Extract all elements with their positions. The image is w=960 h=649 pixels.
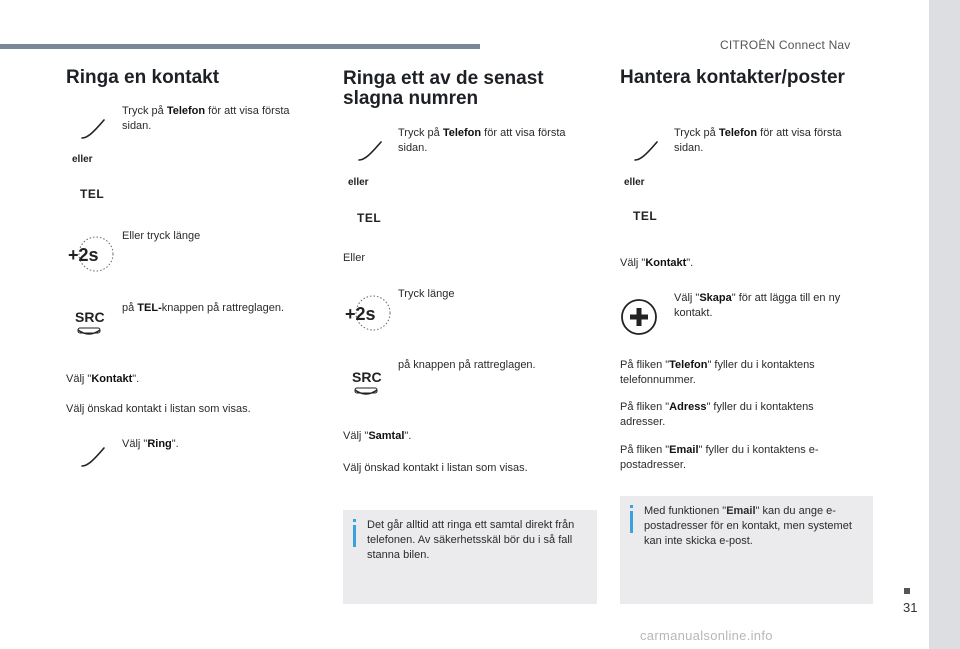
section-title-recent-calls: Ringa ett av de senast slagna numren: [343, 68, 544, 109]
section-title-call-contact: Ringa en kontakt: [66, 67, 220, 88]
src-steering-button-icon: [349, 368, 389, 402]
tel-button-label: TEL: [633, 209, 658, 223]
press-2s-icon: [66, 234, 114, 274]
step-choose-contact: Välj önskad kontakt i listan som visas.: [66, 403, 251, 415]
svg-text:+2s: +2s: [68, 245, 99, 265]
press-2s-icon: [343, 293, 391, 333]
step-long-press: Eller tryck länge: [122, 230, 201, 242]
brand-header: CITROËN Connect Nav: [720, 38, 851, 52]
page-number: 31: [903, 600, 918, 615]
step-select-ring: Välj "Ring".: [122, 438, 179, 450]
step-select-contact: Välj "Kontakt".: [620, 257, 694, 269]
step-tab-email: På fliken "Email" fyller du i kontaktens e-postadresser.: [620, 444, 819, 471]
step-tab-adress: På fliken "Adress" fyller du i kontaktens adresser.: [620, 401, 814, 428]
svg-text:+2s: +2s: [345, 304, 376, 324]
section-title-manage-contacts: Hantera kontakter/poster: [620, 67, 845, 88]
info-box-email: [620, 496, 873, 604]
info-text: Med funktionen "Email" kan du ange e-postadresser för en kontakt, men systemet kan inte skicka e-post.: [644, 505, 852, 547]
info-icon: [353, 525, 356, 547]
step-select-contact: Välj "Kontakt".: [66, 373, 140, 385]
tel-button-label: TEL: [80, 187, 105, 201]
phone-handset-icon: [633, 138, 659, 162]
step-tab-telefon: På fliken "Telefon" fyller du i kontaktens telefonnummer.: [620, 359, 815, 386]
step-tap-telefon: Tryck på Telefon för att visa första sidan.: [674, 127, 842, 154]
step-long-press: Tryck länge: [398, 288, 455, 300]
page-marker: [904, 588, 910, 594]
info-icon: [630, 511, 633, 533]
step-tap-telefon: Tryck på Telefon för att visa första sidan.: [122, 105, 290, 132]
step-select-skapa: Välj "Skapa" för att lägga till en ny kontakt.: [674, 292, 841, 319]
phone-handset-icon: [357, 138, 383, 162]
step-tap-telefon: Tryck på Telefon för att visa första sidan.: [398, 127, 566, 154]
phone-handset-icon: [80, 444, 106, 468]
tel-button-label: TEL: [357, 211, 382, 225]
step-steering-button: på knappen på rattreglagen.: [398, 359, 536, 371]
or-label: eller: [348, 177, 369, 188]
or-label: eller: [72, 154, 93, 165]
page-side-strip: [929, 0, 960, 649]
step-choose-contact: Välj önskad kontakt i listan som visas.: [343, 462, 528, 474]
top-rule: [0, 44, 480, 49]
info-text: Det går alltid att ringa ett samtal direkt från telefonen. Av säkerhetsskäl bör du i så fall stanna bilen.: [367, 519, 575, 561]
svg-text:SRC: SRC: [75, 309, 105, 325]
watermark: carmanualsonline.info: [640, 628, 773, 643]
src-steering-button-icon: [72, 308, 112, 342]
or-text: Eller: [343, 252, 366, 264]
step-tel-button: på TEL-knappen på rattreglagen.: [122, 302, 285, 314]
phone-handset-icon: [80, 116, 106, 140]
or-label: eller: [624, 177, 645, 188]
plus-circle-icon: [620, 298, 658, 336]
info-box-safety: [343, 510, 597, 604]
step-select-samtal: Välj "Samtal".: [343, 430, 412, 442]
svg-text:SRC: SRC: [352, 369, 382, 385]
